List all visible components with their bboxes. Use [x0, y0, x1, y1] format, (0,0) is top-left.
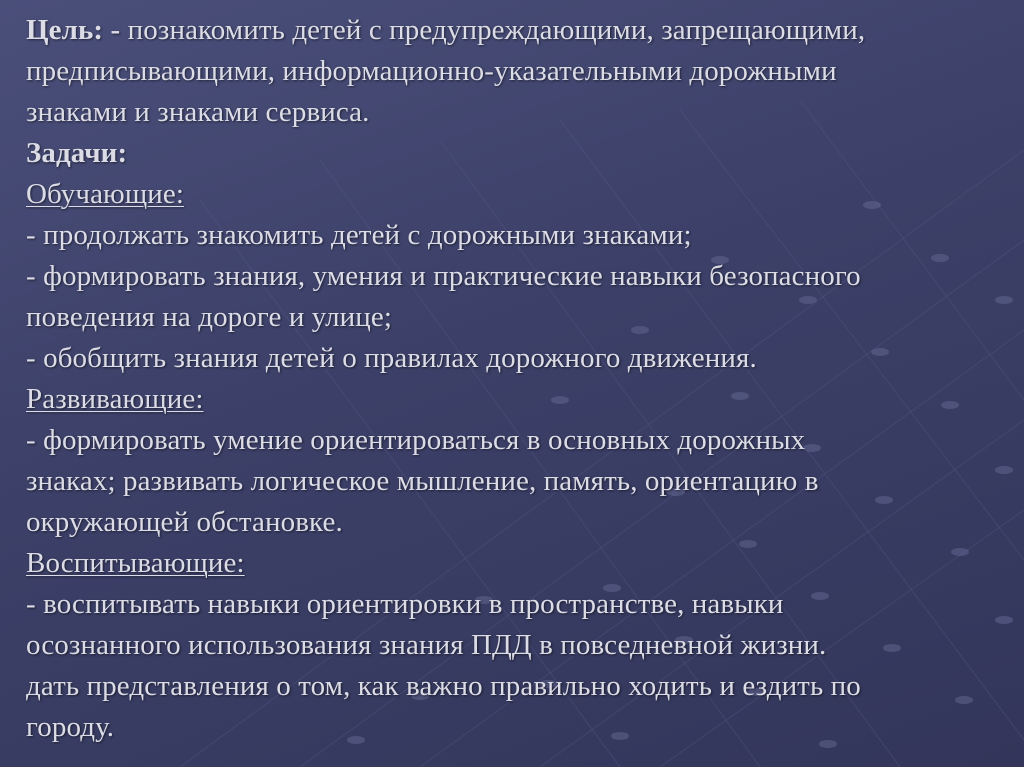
- goal-text: познакомить детей с предупреждающими, запрещающими,: [127, 14, 866, 46]
- developing-heading: Развивающие:: [26, 383, 204, 415]
- educating-line-3: дать представления о том, как важно правильно ходить и ездить по: [26, 670, 861, 702]
- goal-line-1: [26, 10, 1016, 51]
- educating-heading: Воспитывающие:: [26, 547, 245, 579]
- teaching-line-3: поведения на дороге и улице;: [26, 301, 393, 333]
- teaching-heading-line: [26, 174, 1016, 215]
- tasks-heading: Задачи:: [26, 137, 128, 169]
- teaching-line-2: - формировать знания, умения и практические навыки безопасного: [26, 260, 861, 292]
- educating-line-4: городу.: [26, 711, 115, 743]
- educating-heading-line: [26, 543, 1016, 584]
- goal-label: Цель: -: [26, 14, 121, 46]
- developing-line-1: - формировать умение ориентироваться в основных дорожных: [26, 424, 806, 456]
- goal-line-3: знаками и знаками сервиса.: [26, 96, 370, 128]
- teaching-line-4: - обобщить знания детей о правилах дорожного движения.: [26, 342, 757, 374]
- slide-content: [26, 10, 1016, 748]
- goal-line-2: предписывающими, информационно-указательными дорожными: [26, 55, 837, 87]
- teaching-heading: Обучающие:: [26, 178, 184, 210]
- developing-heading-line: [26, 379, 1016, 420]
- educating-line-2: осознанного использования знания ПДД в повседневной жизни.: [26, 629, 827, 661]
- developing-line-3: окружающей обстановке.: [26, 506, 343, 538]
- developing-line-2: знаках; развивать логическое мышление, память, ориентацию в: [26, 465, 819, 497]
- teaching-line-1: - продолжать знакомить детей с дорожными знаками;: [26, 219, 692, 251]
- educating-line-1: - воспитывать навыки ориентировки в пространстве, навыки: [26, 588, 784, 620]
